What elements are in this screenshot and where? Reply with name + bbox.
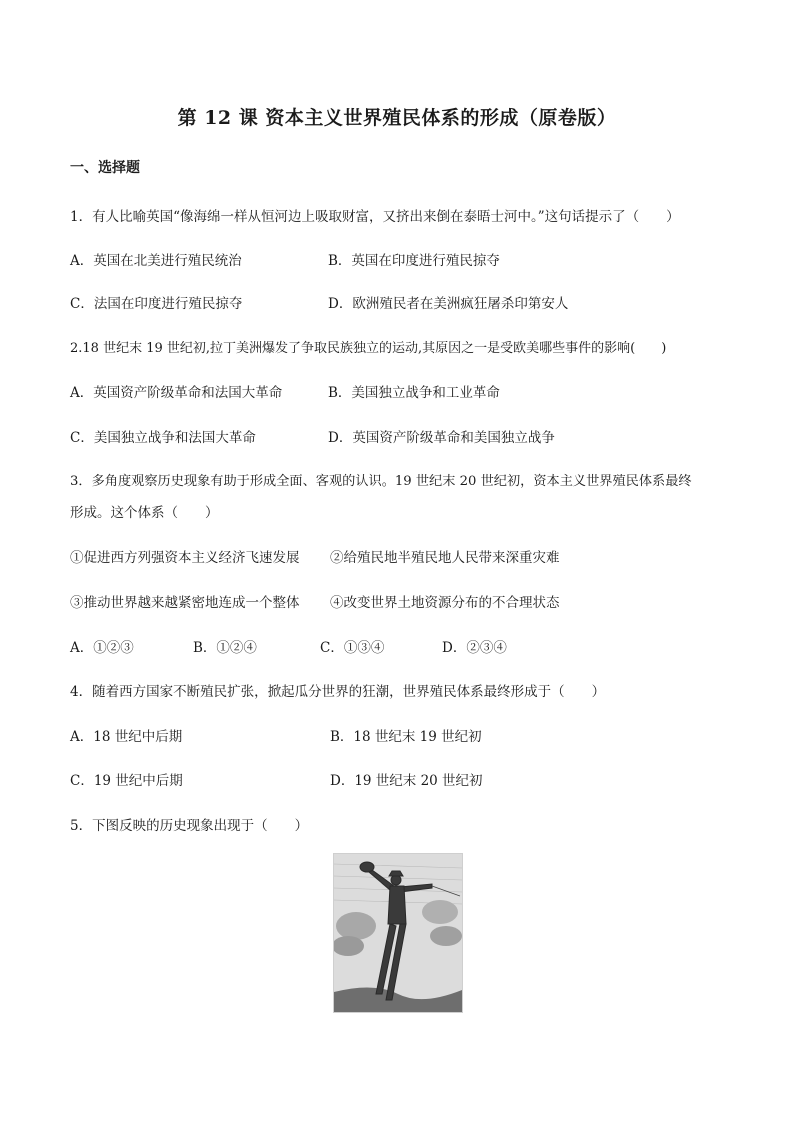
question-5-stem: 5．下图反映的历史现象出现于（ ） — [70, 818, 309, 834]
page-title: 第 12 课 资本主义世界殖民体系的形成（原卷版） — [177, 107, 617, 129]
question-3-option-b: B．①②④ — [193, 640, 257, 656]
section-heading: 一、选择题 — [70, 160, 140, 176]
question-3-stem-line-1: 3．多角度观察历史现象有助于形成全面、客观的认识。19 世纪末 20 世纪初，资本主义世界殖民体系最终 — [70, 474, 692, 489]
question-1-option-d: D．欧洲殖民者在美洲疯狂屠杀印第安人 — [328, 296, 569, 312]
question-2-option-b: B．美国独立战争和工业革命 — [328, 385, 500, 401]
question-1-option-a: A．英国在北美进行殖民统治 — [70, 253, 242, 269]
question-3-statement-2: ②给殖民地半殖民地人民带来深重灾难 — [330, 550, 560, 566]
question-4-option-a: A．18 世纪中后期 — [70, 729, 183, 745]
question-3-stem-line-2: 形成。这个体系（ ） — [70, 505, 219, 521]
question-4-option-b: B．18 世纪末 19 世纪初 — [330, 729, 482, 745]
question-2-stem: 2.18 世纪末 19 世纪初,拉丁美洲爆发了争取民族独立的运动,其原因之一是受欧美哪些事件的影响( ) — [70, 341, 667, 356]
question-2-option-c: C．美国独立战争和法国大革命 — [70, 430, 256, 446]
question-2-option-d: D．英国资产阶级革命和美国独立战争 — [328, 430, 555, 446]
question-3-statement-1: ①促进西方列强资本主义经济飞速发展 — [70, 550, 300, 566]
question-1-stem: 1．有人比喻英国“像海绵一样从恒河边上吸取财富，又挤出来倒在泰晤士河中。”这句话提示了（ ） — [70, 209, 680, 225]
question-1-option-b: B．英国在印度进行殖民掠夺 — [328, 253, 500, 269]
question-4-option-c: C．19 世纪中后期 — [70, 773, 183, 789]
question-3-option-c: C．①③④ — [320, 640, 385, 656]
colossus-engraving-image — [333, 853, 463, 1013]
question-1-option-c: C．法国在印度进行殖民掠夺 — [70, 296, 243, 312]
colossus-figure-icon — [334, 854, 462, 1012]
question-3-statement-4: ④改变世界土地资源分布的不合理状态 — [330, 595, 560, 611]
question-2-option-a: A．英国资产阶级革命和法国大革命 — [70, 385, 283, 401]
question-4-stem: 4．随着西方国家不断殖民扩张，掀起瓜分世界的狂潮，世界殖民体系最终形成于（ ） — [70, 684, 606, 700]
question-4-option-d: D．19 世纪末 20 世纪初 — [330, 773, 483, 789]
question-3-statement-3: ③推动世界越来越紧密地连成一个整体 — [70, 595, 300, 611]
question-3-option-d: D．②③④ — [442, 640, 507, 656]
question-3-option-a: A．①②③ — [70, 640, 134, 656]
